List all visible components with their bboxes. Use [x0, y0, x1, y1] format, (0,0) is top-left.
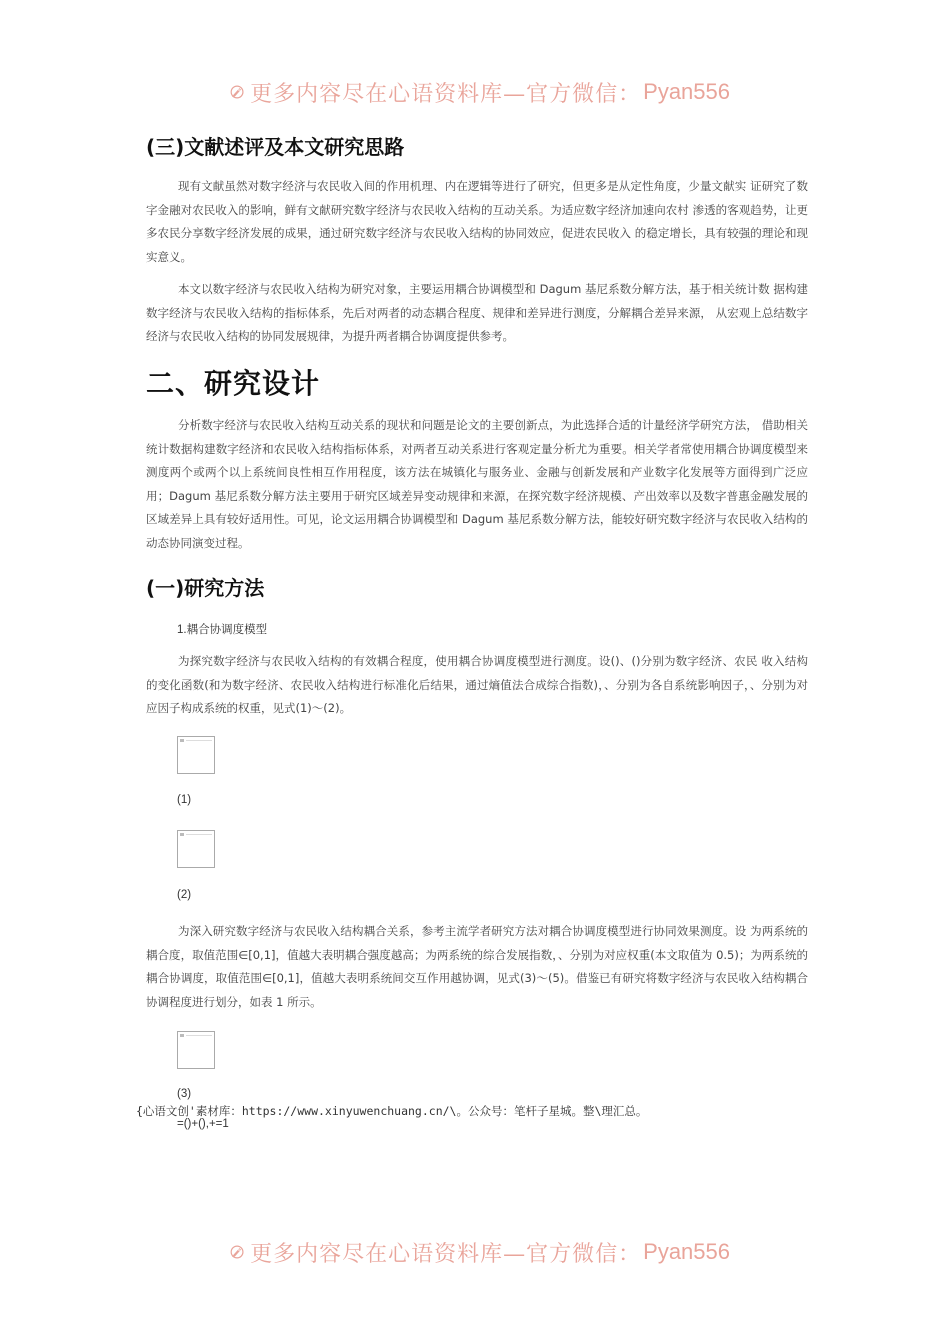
pen-nib-logo-icon [230, 74, 244, 110]
footer-banner [230, 1232, 730, 1272]
lit-review-paragraph-2: 本文以数字经济与农民收入结构为研究对象，主要运用耦合协调模型和 Dagum 基尼系数分解方法，基于相关统计数 据构建数字经济与农民收入结构的指标体系，先后对两者的动态耦合程度、规律和差异进行测度，分解耦合差异来源， 从宏观上总结数字经济与农民收入结构的协同发展规律，为提升两者耦合协调度提供参考。 [146, 282, 808, 344]
banner-wechat-id: Pyan556 [643, 1239, 730, 1264]
research-method-heading: (一)研究方法 [146, 576, 265, 600]
formula-1-image [177, 736, 215, 774]
lit-review-heading: (三)文献述评及本文研究思路 [146, 135, 405, 159]
source-watermark: {心语文创'素材库：https://www.xinyuwenchuang.cn/\。公众号：笔杆子星城。整\理汇总。 [136, 1104, 648, 1118]
banner-text: 更多内容尽在心语资料库—官方微信： [250, 81, 642, 107]
weights-equation-text: =()+(),+=1 [177, 1118, 229, 1130]
banner-wechat-id: Pyan556 [643, 79, 730, 104]
coupling-model-paragraph-2: 为深入研究数字经济与农民收入结构耦合关系，参考主流学者研究方法对耦合协调度模型进行协同效果测度。设 为两系统的耦合度，取值范围∈[0,1]，值越大表明耦合强度越高；为两系统的综合发展指数，、分别为对应权重(本文取值为 0.5)；为两系统的耦合协调度，取值范围∈[0,1]，值越大表明系统间交互作用越协调，见式(3)～(5)。借鉴已有研究将数字经济与农民收入结构耦合协调程度进行划分，如表 1 所示。 [146, 924, 808, 1009]
header-banner [230, 72, 730, 112]
research-design-paragraph: 分析数字经济与农民收入结构互动关系的现状和问题是论文的主要创新点，为此选择合适的计量经济学研究方法， 借助相关统计数据构建数字经济和农民收入结构指标体系，对两者互动关系进行客观定量分析尤为重要。相关学者常使用耦合协调度模型来测度两个或两个以上系统间良性相互作用程度，该方法在城镇化与服务业、金融与创新发展和产业数字化发展等方面得到广泛应用；Dagum 基尼系数分解方法主要用于研究区域差异变动规律和来源，在探究数字经济规模、产出效率以及数字普惠金融发展的区域差异上具有较好适用性。可见，论文运用耦合协调模型和 Dagum 基尼系数分解方法，能较好研究数字经济与农民收入结构的动态协同演变过程。 [146, 418, 808, 550]
lit-review-paragraph-1: 现有文献虽然对数字经济与农民收入间的作用机理、内在逻辑等进行了研究，但更多是从定性角度，少量文献实 证研究了数字金融对农民收入的影响，鲜有文献研究数字经济与农民收入结构的互动关系。为适应数字经济加速向农村 渗透的客观趋势，让更多农民分享数字经济发展的成果，通过研究数字经济与农民收入结构的协同效应，促进农民收入 的稳定增长，具有较强的理论和现实意义。 [146, 179, 808, 264]
equation-1-number: (1) [177, 794, 192, 806]
research-design-heading: 二、研究设计 [146, 367, 321, 400]
pen-nib-logo-icon [230, 1234, 244, 1270]
banner-text: 更多内容尽在心语资料库—官方微信： [250, 1241, 642, 1267]
coupling-model-paragraph-1: 为探究数字经济与农民收入结构的有效耦合程度，使用耦合协调度模型进行测度。设()、()分别为数字经济、农民 收入结构的变化函数(和为数字经济、农民收入结构进行标准化后结果，通过熵值法合成综合指数)，、分别为各自系统影响因子，、分别为对应因子构成系统的权重，见式(1)～(2)。 [146, 654, 808, 716]
equation-3-number: (3) [177, 1088, 192, 1100]
equation-2-number: (2) [177, 889, 192, 901]
formula-2-image [177, 830, 215, 868]
formula-3-image [177, 1031, 215, 1069]
coupling-model-subheading: 1.耦合协调度模型 [177, 624, 268, 636]
